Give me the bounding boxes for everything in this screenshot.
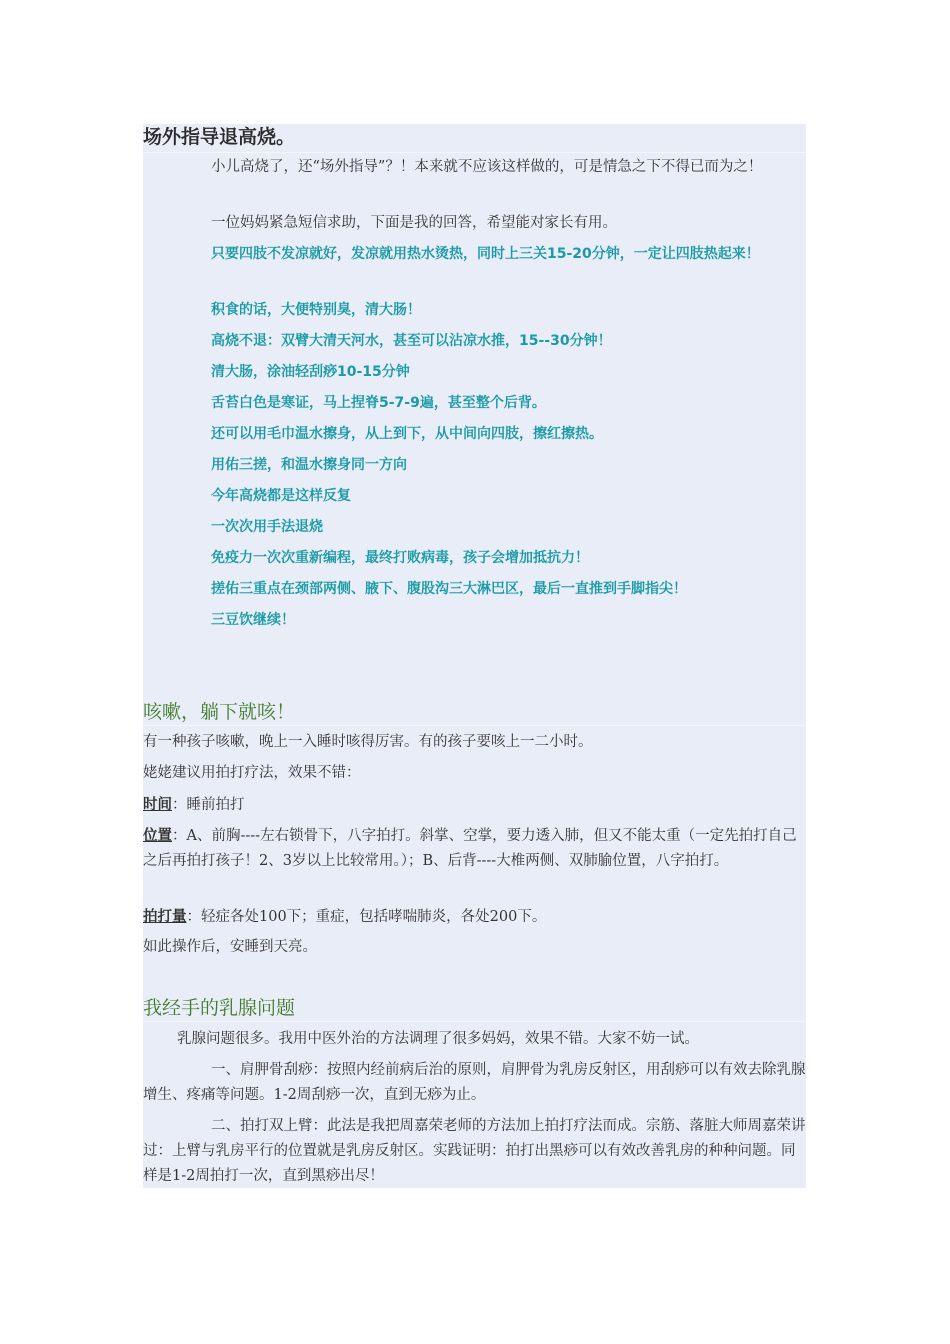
section2-amount	[143, 904, 806, 930]
tip-item: 高烧不退：双臂大清天河水，甚至可以沾凉水推，15--30分钟！	[211, 333, 612, 349]
tip-item: 舌苔白色是寒证，马上捏脊5-7-9遍，甚至整个后背。	[211, 395, 546, 411]
time-label: 时间	[143, 796, 172, 813]
section1-intro1: 小儿高烧了，还“场外指导”？！本来就不应该这样做的，可是情急之下不得已而为之！	[211, 159, 763, 175]
tip-item: 一次次用手法退烧	[211, 519, 323, 535]
tip-item: 清大肠，涂油轻刮痧10-15分钟	[211, 364, 410, 380]
section2-p2: 姥姥建议用拍打疗法，效果不错：	[143, 765, 361, 781]
section3-p2: 一、肩胛骨刮痧：按照内经前病后治的原则，肩胛骨为乳房反射区，用刮痧可以有效去除乳腺增生、疼痛等问题。1-2周刮痧一次，直到无痧为止。	[143, 1062, 806, 1103]
section2-p1: 有一种孩子咳嗽，晚上一入睡时咳得厉害。有的孩子要咳上一二小时。	[143, 734, 593, 750]
tip-item: 还可以用毛巾温水擦身，从上到下，从中间向四肢，擦红擦热。	[211, 426, 603, 442]
position-label: 位置	[143, 827, 172, 844]
section3-p3: 二、拍打双上臂：此法是我把周嘉荣老师的方法加上拍打疗法而成。宗筋、落脏大师周嘉荣讲过：上臂与乳房平行的位置就是乳房反射区。实践证明：拍打出黑痧可以有效改善乳房的种种问题。同样是1-2周拍打一次，直到黑痧出尽！	[143, 1118, 806, 1184]
time-text: ：睡前拍打	[172, 797, 245, 813]
tip-item: 搓佑三重点在颈部两侧、腋下、腹股沟三大淋巴区，最后一直推到手脚指尖！	[211, 581, 687, 597]
tip-item: 三豆饮继续！	[211, 612, 295, 628]
section2-title: 咳嗽，躺下就咳！	[143, 701, 296, 723]
tip-item: 用佑三搓，和温水擦身同一方向	[211, 457, 407, 473]
section3-p1: 乳腺问题很多。我用中医外治的方法调理了很多妈妈，效果不错。大家不妨一试。	[177, 1031, 699, 1047]
divider	[143, 152, 806, 153]
divider	[143, 725, 806, 726]
position-text: ：A、前胸----左右锁骨下，八字拍打。斜掌、空掌，要力透入肺，但又不能太重（一定先拍打自己之后再拍打孩子！2、3岁以上比较常用。）；B、后背----大椎两侧、双肺腧位置，八字拍打。	[143, 828, 797, 869]
amount-label: 拍打量	[143, 908, 187, 925]
divider	[143, 1021, 806, 1022]
tip-item: 免疫力一次次重新编程，最终打败病毒，孩子会增加抵抗力！	[211, 550, 589, 566]
section2-end: 如此操作后，安睡到天亮。	[143, 939, 317, 955]
tip-item: 今年高烧都是这样反复	[211, 488, 351, 504]
section3-title: 我经手的乳腺问题	[143, 997, 296, 1019]
section2-time	[143, 792, 806, 818]
section1-title: 场外指导退高烧。	[143, 126, 296, 148]
document-page	[143, 124, 806, 1188]
section2-position	[143, 823, 806, 874]
amount-text: ：轻症各处100下；重症，包括哮喘肺炎，各处200下。	[186, 909, 547, 925]
tip-item: 积食的话，大便特别臭，清大肠！	[211, 302, 421, 318]
section1-intro2: 一位妈妈紧急短信求助，下面是我的回答，希望能对家长有用。	[211, 215, 617, 231]
tip-item: 只要四肢不发凉就好，发凉就用热水烫热，同时上三关15-20分钟，一定让四肢热起来！	[211, 246, 760, 262]
